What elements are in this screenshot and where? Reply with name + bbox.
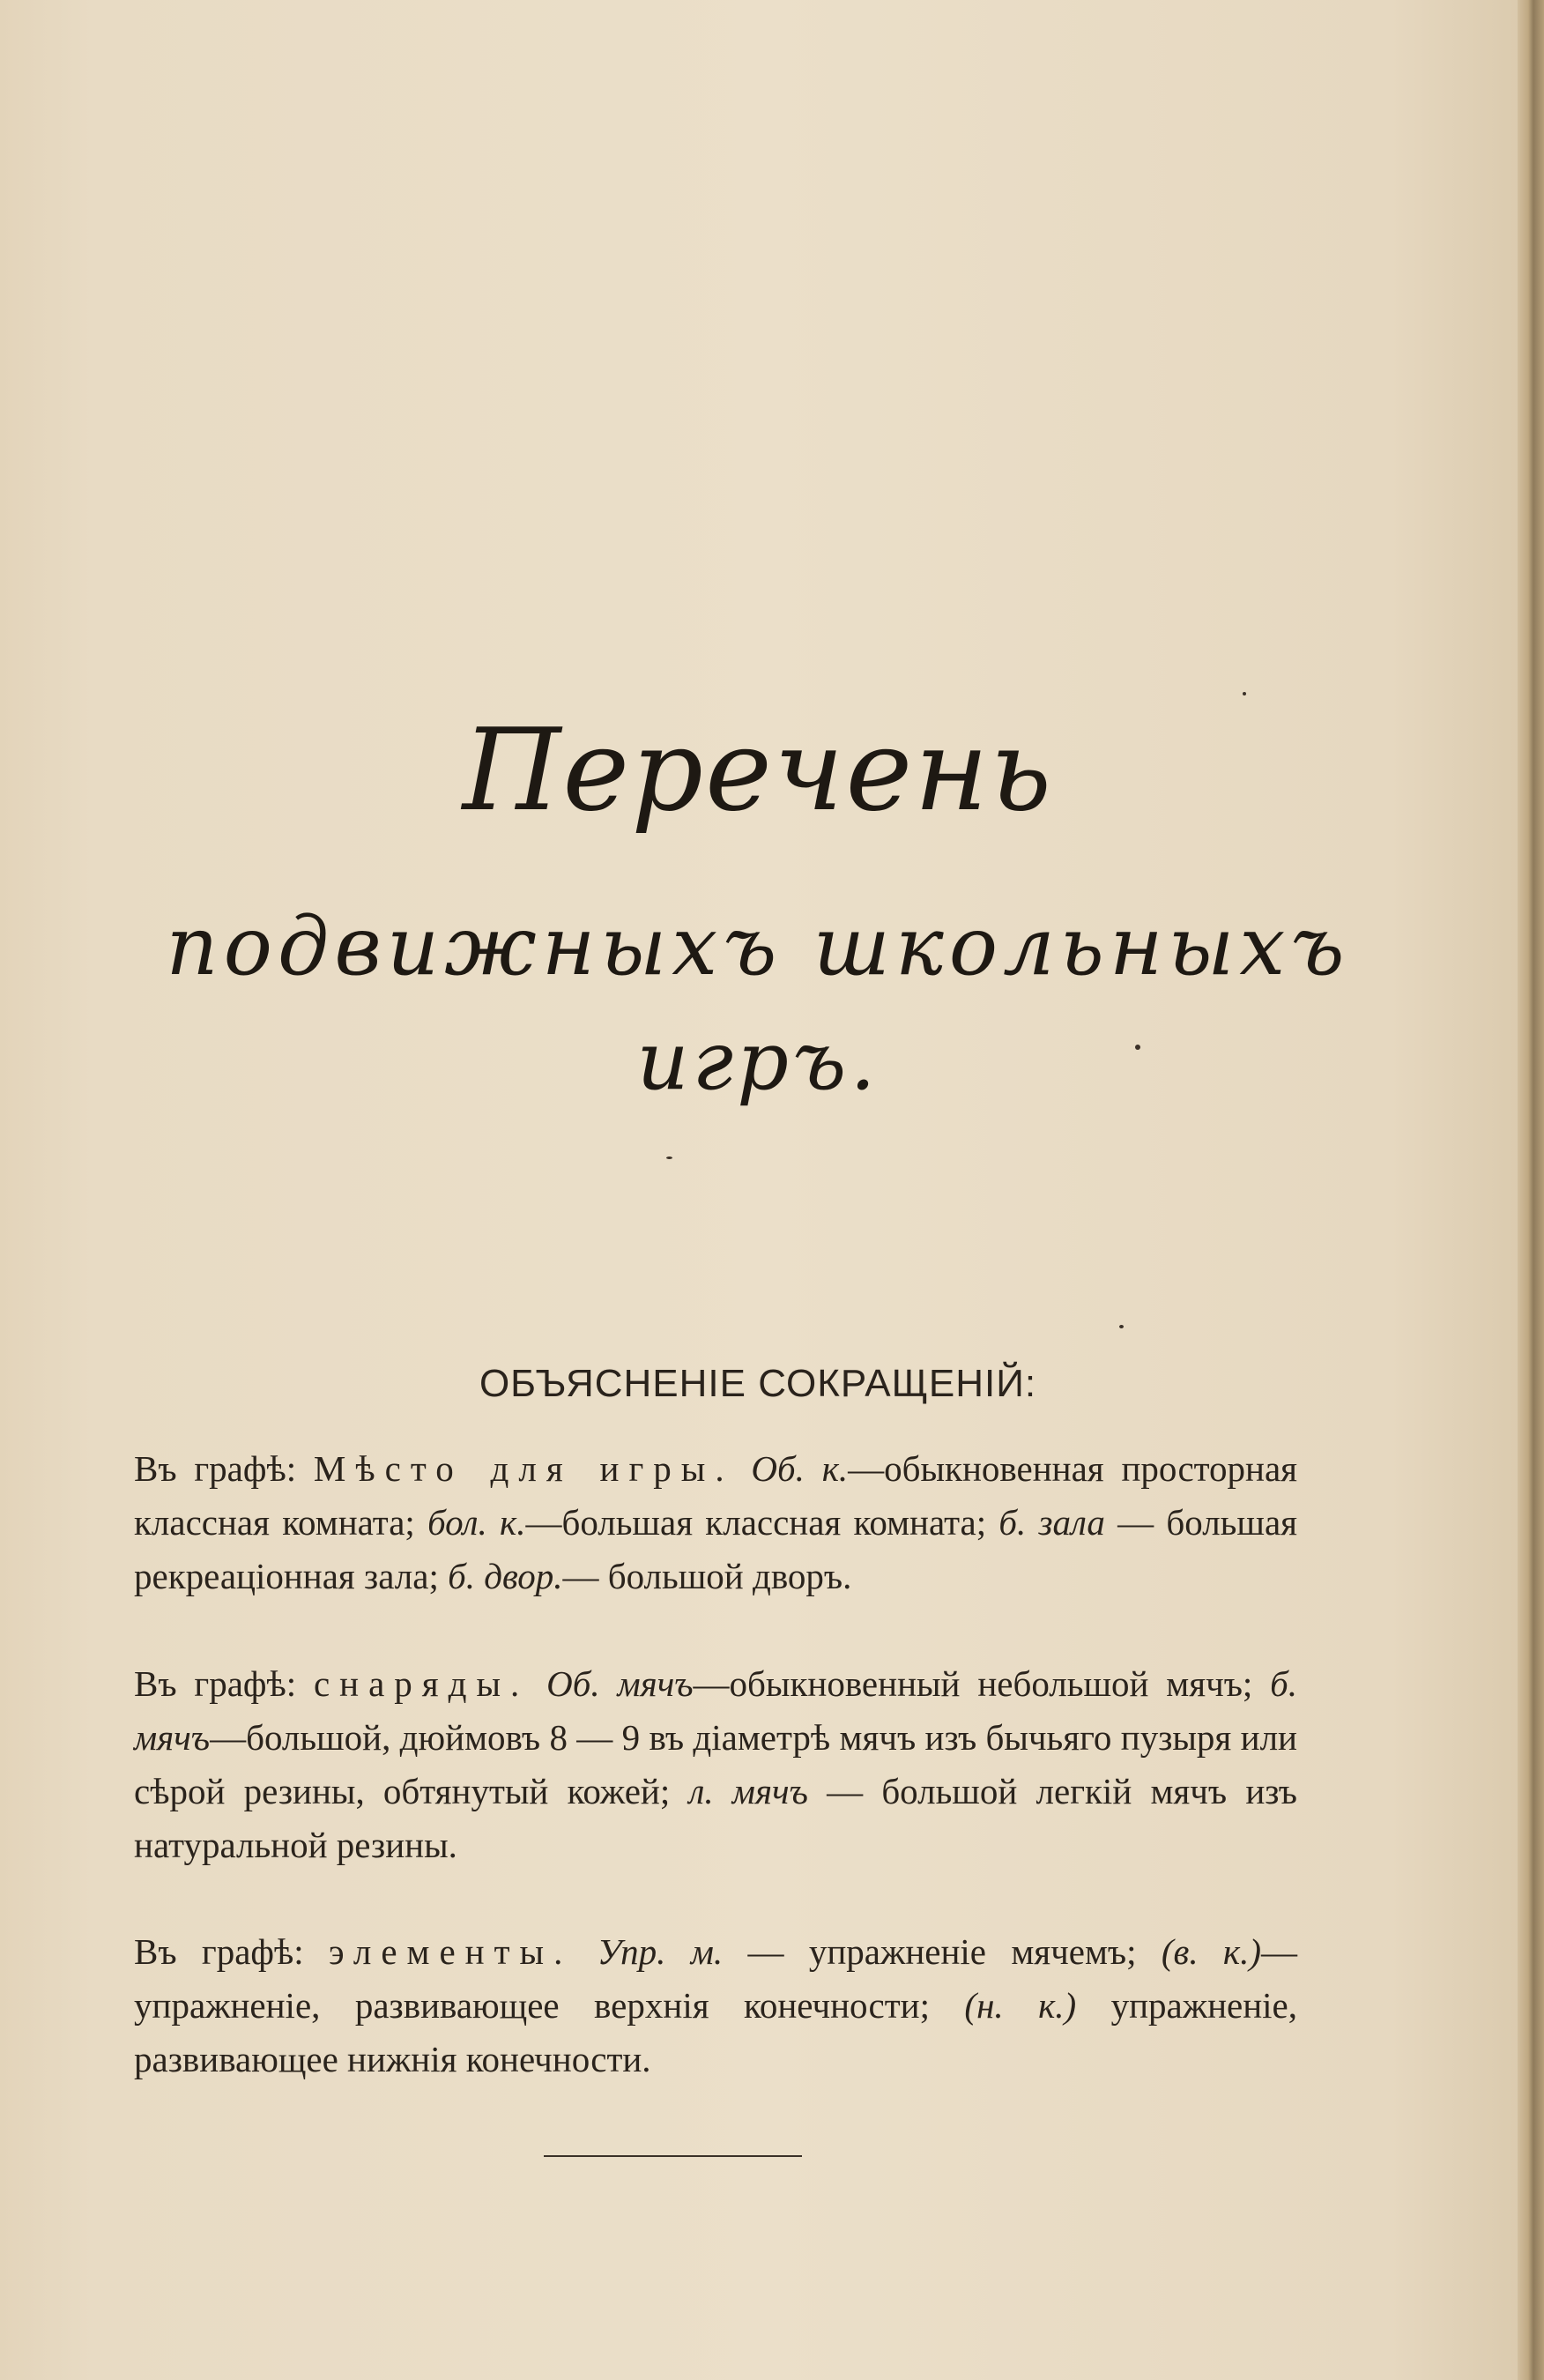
abbrev-paragraph-elements (91, 1925, 1297, 2086)
abbrev-paragraph-place (91, 1442, 1297, 1603)
abbreviation: б. мячъ (134, 1663, 1298, 1758)
abbreviation: б. двор. (448, 1556, 563, 1596)
spaced-term: Мѣсто для игры. (313, 1448, 734, 1489)
title-line-3: игръ. (636, 1014, 880, 1108)
text-run: — большой легкій мячъ изъ натуральной резины. (134, 1771, 1297, 1865)
abbreviation: л. мячъ (688, 1771, 808, 1811)
text-run: Въ графѣ: (134, 1663, 314, 1704)
abbreviation: Упр. м. (597, 1931, 724, 1972)
abbreviation: Об. мячъ (546, 1663, 694, 1704)
text-run: упражненіе, развивающее нижнія конечности. (134, 1985, 1298, 2079)
abbreviations-heading: ОБЪЯСНЕНІЕ СОКРАЩЕНІЙ: (479, 1362, 1037, 1405)
text-run: — большой дворъ. (562, 1556, 852, 1596)
text-run: Въ графѣ: (134, 1448, 314, 1489)
ink-speck (666, 1157, 672, 1159)
abbreviation: бол. к. (427, 1502, 526, 1543)
text-run (572, 1931, 597, 1972)
spaced-term: элементы. (329, 1931, 573, 1972)
abbrev-paragraph-equipment (91, 1657, 1297, 1872)
book-binding-edge (1518, 0, 1544, 2380)
spaced-term: снаряды. (313, 1663, 530, 1704)
text-run: —обыкновенный небольшой мячъ; (693, 1663, 1271, 1704)
text-run: Въ графѣ: (134, 1931, 329, 1972)
text-run: — большая рекреаціонная зала; (134, 1502, 1298, 1596)
text-run: —большая классная комната; (525, 1502, 999, 1543)
ink-speck (1119, 1325, 1124, 1328)
text-run (734, 1448, 752, 1489)
text-run: —упражненіе, развивающее верхнія конечности; (134, 1931, 1298, 2026)
text-run: —большой, дюймовъ 8 — 9 въ діаметрѣ мячъ изъ бычьяго пузыря или сѣрой резины, обтянутый кожей; (134, 1717, 1297, 1811)
abbreviation: (в. к.) (1161, 1931, 1262, 1972)
text-run (529, 1663, 546, 1704)
abbreviation: б. зала (998, 1502, 1105, 1543)
text-run: — упражненіе мячемъ; (723, 1931, 1162, 1972)
text-run: —обыкновенная просторная классная комната; (134, 1448, 1298, 1543)
closing-rule (544, 2155, 802, 2157)
abbreviation: Об. к. (751, 1448, 849, 1489)
title-line-1: Перечень (462, 705, 1054, 837)
abbreviation: (н. к.) (964, 1985, 1077, 2026)
title-line-2: подвижныхъ школьныхъ (166, 899, 1350, 993)
ink-speck (1243, 692, 1246, 695)
